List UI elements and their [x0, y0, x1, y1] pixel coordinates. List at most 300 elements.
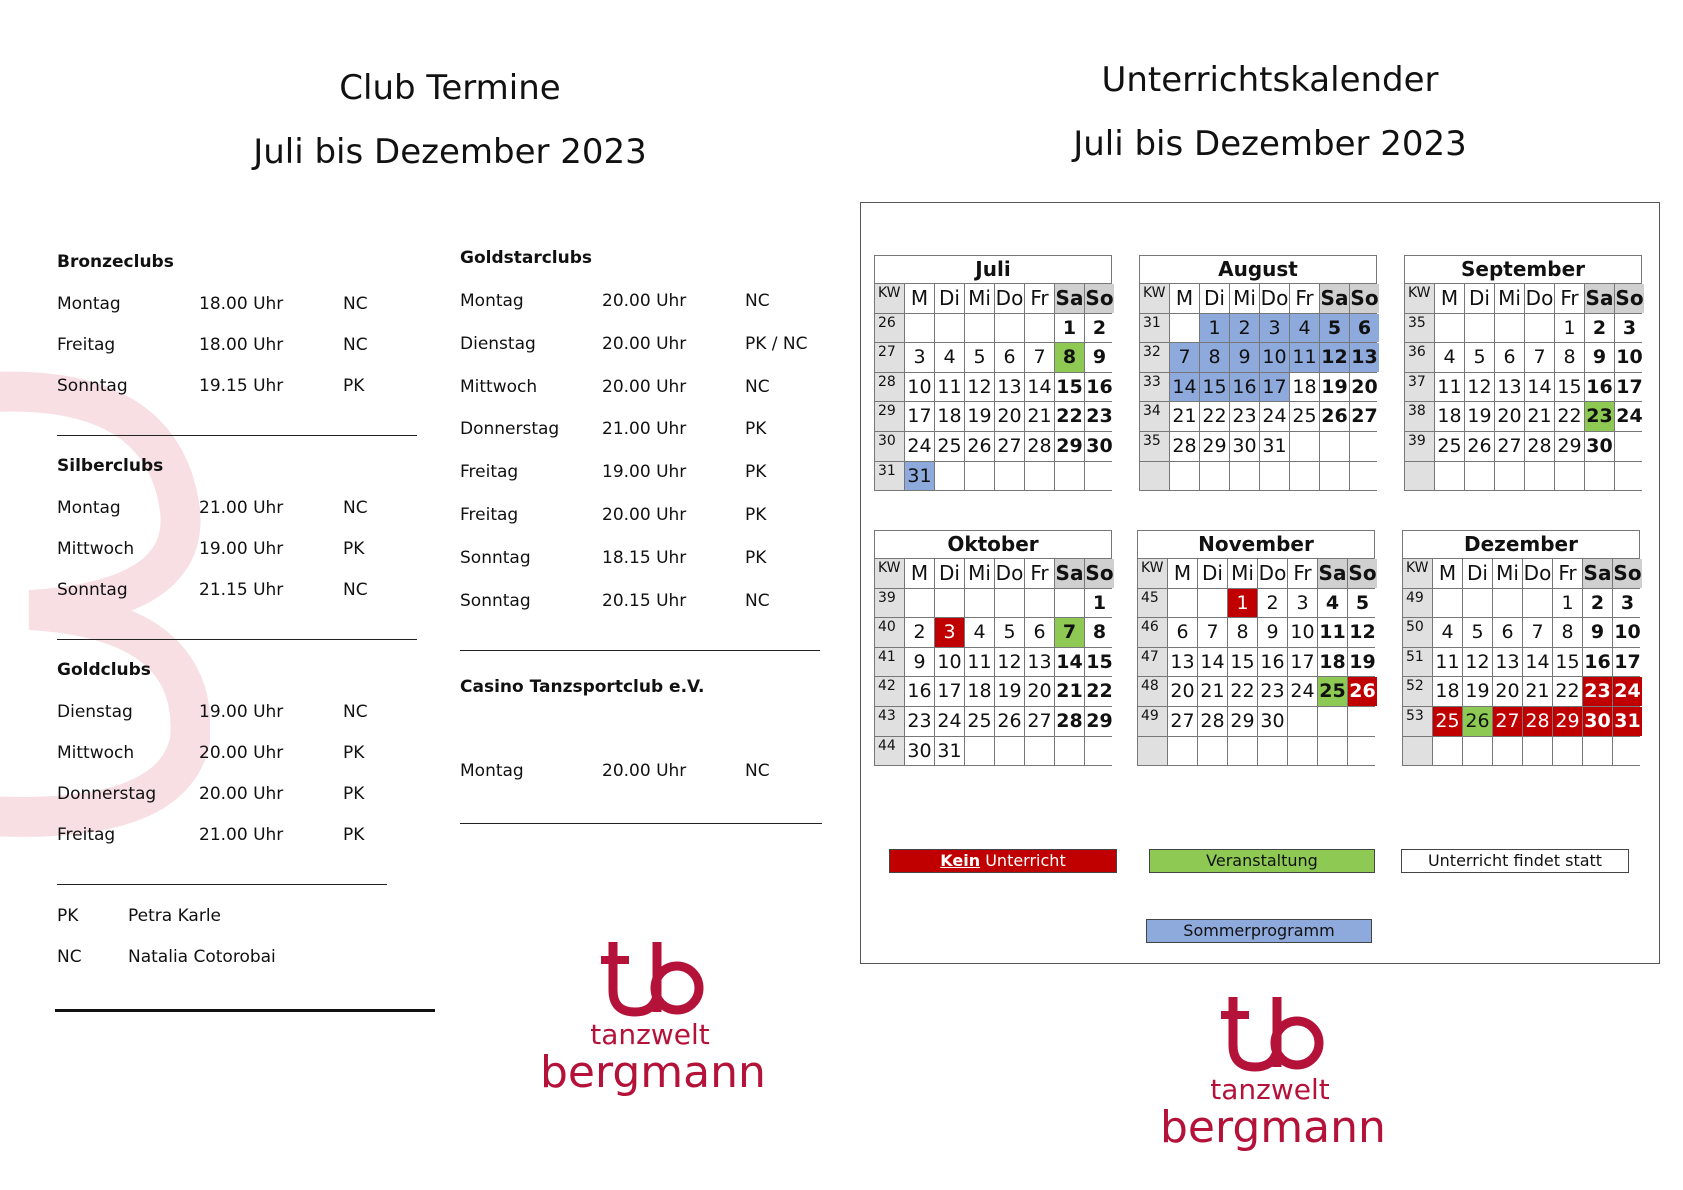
legend-kein-rest: Unterricht	[980, 851, 1066, 870]
divider	[460, 823, 822, 824]
week-number: 43	[875, 707, 904, 736]
legend-kein-unterricht	[889, 849, 1117, 873]
day-cell: 23	[1230, 402, 1259, 431]
logo-line2: bergmann	[1160, 1102, 1386, 1153]
day-header: Sa	[1055, 284, 1084, 313]
day-cell: 18	[1318, 648, 1347, 677]
kw-header: KW	[1138, 559, 1167, 588]
trainer: PK	[745, 419, 767, 439]
day-cell: 5	[965, 343, 994, 372]
tb-logo-icon	[595, 938, 705, 1020]
week-number: 45	[1138, 589, 1167, 618]
week-number: 38	[1405, 402, 1434, 431]
day-cell: 13	[1168, 648, 1197, 677]
day-cell: 20	[1350, 373, 1379, 402]
day-cell: 18	[935, 402, 964, 431]
day-cell: 7	[1525, 343, 1554, 372]
day-cell: 3	[1613, 589, 1642, 618]
day-cell: 27	[1350, 402, 1379, 431]
day-cell: 21	[1055, 677, 1084, 706]
day-cell: 28	[1523, 707, 1552, 736]
day-cell: 14	[1525, 373, 1554, 402]
month-grid	[1139, 283, 1377, 491]
day-cell: 4	[1435, 343, 1464, 372]
day-cell: 7	[1523, 618, 1552, 647]
day-cell: 14	[1170, 373, 1199, 402]
month-oktober	[874, 530, 1112, 766]
time: 20.00 Uhr	[199, 743, 284, 763]
day-cell: 15	[1055, 373, 1084, 402]
day-header: So	[1350, 284, 1379, 313]
day-cell: 30	[1583, 707, 1612, 736]
day-cell: 1	[1055, 314, 1084, 343]
day: Sonntag	[460, 548, 531, 568]
week-number: 44	[875, 737, 904, 766]
week-number: 32	[1140, 343, 1169, 372]
day-cell: 11	[1318, 618, 1347, 647]
day-cell: 3	[905, 343, 934, 372]
day-cell	[1493, 737, 1522, 766]
day-header: Do	[995, 284, 1024, 313]
tanzwelt-logo-right	[1160, 993, 1386, 1153]
day-cell	[995, 589, 1024, 618]
legend-sommerprogramm: Sommerprogramm	[1146, 919, 1372, 943]
week-number: 29	[875, 402, 904, 431]
day-cell: 29	[1553, 707, 1582, 736]
day-cell: 27	[1495, 432, 1524, 461]
day-cell: 5	[1463, 618, 1492, 647]
day-cell	[995, 314, 1024, 343]
day-cell: 23	[1258, 677, 1287, 706]
day-header: M	[1168, 559, 1197, 588]
day-cell	[995, 737, 1024, 766]
day-cell: 24	[1613, 677, 1642, 706]
day-cell: 25	[935, 432, 964, 461]
day-cell: 11	[1433, 648, 1462, 677]
day-header: Do	[1258, 559, 1287, 588]
day-cell	[1555, 462, 1584, 491]
day-cell	[965, 737, 994, 766]
day-cell: 27	[995, 432, 1024, 461]
section-heading: Bronzeclubs	[57, 252, 174, 272]
day-header: Fr	[1025, 559, 1054, 588]
divider	[460, 650, 820, 651]
day-cell: 1	[1200, 314, 1229, 343]
day-cell: 13	[1025, 648, 1054, 677]
day-cell: 2	[1230, 314, 1259, 343]
time: 20.00 Uhr	[602, 761, 687, 781]
month-juli	[874, 255, 1112, 491]
week-number: 42	[875, 677, 904, 706]
day-cell: 25	[1290, 402, 1319, 431]
day-cell: 15	[1200, 373, 1229, 402]
trainer: PK	[745, 462, 767, 482]
day-cell: 6	[1493, 618, 1522, 647]
trainer-code: PK	[57, 906, 79, 926]
day-cell	[1168, 737, 1197, 766]
logo-line1: tanzwelt	[1210, 1073, 1330, 1106]
day-header: Fr	[1553, 559, 1582, 588]
day-cell: 17	[935, 677, 964, 706]
day-cell: 31	[905, 462, 934, 491]
day-cell: 11	[1290, 343, 1319, 372]
day-cell: 8	[1555, 343, 1584, 372]
day-cell: 3	[1288, 589, 1317, 618]
time: 21.00 Uhr	[199, 498, 284, 518]
month-title: Dezember	[1402, 530, 1640, 558]
day: Sonntag	[57, 580, 128, 600]
day-cell: 10	[1288, 618, 1317, 647]
day: Montag	[460, 291, 524, 311]
day-cell: 30	[1085, 432, 1114, 461]
day-cell: 2	[1258, 589, 1287, 618]
day-cell	[1168, 589, 1197, 618]
day-cell	[1465, 462, 1494, 491]
day-cell	[935, 462, 964, 491]
week-number: 37	[1405, 373, 1434, 402]
day-header: Fr	[1288, 559, 1317, 588]
club-termine-subtitle: Juli bis Dezember 2023	[253, 132, 647, 172]
day-header: Mi	[1228, 559, 1257, 588]
day-cell: 14	[1523, 648, 1552, 677]
trainer: PK	[343, 784, 365, 804]
day: Freitag	[57, 335, 116, 355]
day-cell: 16	[1258, 648, 1287, 677]
day-cell: 23	[905, 707, 934, 736]
day-cell: 8	[1228, 618, 1257, 647]
week-number: 36	[1405, 343, 1434, 372]
trainer: NC	[745, 591, 770, 611]
day-cell	[1495, 314, 1524, 343]
day-cell: 24	[905, 432, 934, 461]
day-cell: 15	[1555, 373, 1584, 402]
trainer: NC	[745, 761, 770, 781]
day-cell: 26	[995, 707, 1024, 736]
day-header: Fr	[1025, 284, 1054, 313]
kw-header: KW	[1405, 284, 1434, 313]
week-number: 33	[1140, 373, 1169, 402]
day-cell: 9	[1230, 343, 1259, 372]
day-cell: 16	[1585, 373, 1614, 402]
day-cell: 20	[1025, 677, 1054, 706]
day-cell: 5	[995, 618, 1024, 647]
day-header: Di	[1200, 284, 1229, 313]
day-cell: 12	[1463, 648, 1492, 677]
day-cell: 17	[1288, 648, 1317, 677]
day-cell	[1433, 589, 1462, 618]
week-number: 46	[1138, 618, 1167, 647]
trainer: PK	[745, 505, 767, 525]
day-cell	[965, 314, 994, 343]
time: 19.15 Uhr	[199, 376, 284, 396]
day-cell	[1350, 432, 1379, 461]
day-cell	[1055, 589, 1084, 618]
day-cell: 18	[965, 677, 994, 706]
day-header: So	[1615, 284, 1644, 313]
day-cell: 26	[965, 432, 994, 461]
day-cell	[1025, 737, 1054, 766]
kw-header: KW	[1140, 284, 1169, 313]
month-title: August	[1139, 255, 1377, 283]
day-cell	[1055, 462, 1084, 491]
day-cell: 17	[1615, 373, 1644, 402]
week-number: 34	[1140, 402, 1169, 431]
day-cell: 30	[1258, 707, 1287, 736]
day-cell	[935, 314, 964, 343]
time: 19.00 Uhr	[199, 702, 284, 722]
day-cell	[1170, 462, 1199, 491]
day-cell: 22	[1200, 402, 1229, 431]
day-cell: 22	[1553, 677, 1582, 706]
week-number	[1140, 462, 1169, 491]
day-cell: 30	[1585, 432, 1614, 461]
day-cell	[1583, 737, 1612, 766]
legend-kein-strong: Kein	[940, 851, 981, 870]
tanzwelt-logo	[540, 938, 766, 1098]
day: Mittwoch	[460, 377, 538, 397]
day-cell: 13	[1495, 373, 1524, 402]
day-cell: 30	[905, 737, 934, 766]
day-cell: 27	[1168, 707, 1197, 736]
day-header: Sa	[1055, 559, 1084, 588]
day-cell: 8	[1055, 343, 1084, 372]
day-cell	[935, 589, 964, 618]
trainer: NC	[745, 291, 770, 311]
month-august	[1139, 255, 1377, 491]
day-header: Do	[995, 559, 1024, 588]
day-header: Do	[1523, 559, 1552, 588]
time: 20.00 Uhr	[602, 334, 687, 354]
day-cell: 29	[1085, 707, 1114, 736]
time: 19.00 Uhr	[199, 539, 284, 559]
time: 18.15 Uhr	[602, 548, 687, 568]
day-cell: 27	[1025, 707, 1054, 736]
week-number: 35	[1140, 432, 1169, 461]
day-cell: 15	[1085, 648, 1114, 677]
day-cell: 10	[1260, 343, 1289, 372]
day-cell: 24	[1260, 402, 1289, 431]
month-dezember	[1402, 530, 1640, 766]
day-header: Mi	[1230, 284, 1259, 313]
kw-header: KW	[875, 559, 904, 588]
day-cell: 26	[1320, 402, 1349, 431]
divider	[57, 435, 417, 436]
day-cell	[1025, 314, 1054, 343]
time: 20.00 Uhr	[602, 291, 687, 311]
week-number: 51	[1403, 648, 1432, 677]
day-cell: 22	[1228, 677, 1257, 706]
day-cell	[1290, 432, 1319, 461]
day-cell: 25	[1435, 432, 1464, 461]
day-header: Mi	[965, 284, 994, 313]
day-cell: 18	[1433, 677, 1462, 706]
day-cell	[1348, 737, 1377, 766]
day-cell: 24	[1615, 402, 1644, 431]
day-cell: 29	[1555, 432, 1584, 461]
day-cell: 15	[1228, 648, 1257, 677]
time: 18.00 Uhr	[199, 294, 284, 314]
day-cell: 16	[1583, 648, 1612, 677]
trainer: PK	[343, 743, 365, 763]
week-number: 52	[1403, 677, 1432, 706]
trainer: NC	[343, 498, 368, 518]
day-header: Mi	[1493, 559, 1522, 588]
week-number	[1403, 737, 1432, 766]
day-cell: 31	[1260, 432, 1289, 461]
day-cell	[1228, 737, 1257, 766]
day: Mittwoch	[57, 743, 135, 763]
day-cell: 11	[1435, 373, 1464, 402]
day-cell	[1615, 432, 1644, 461]
day-header: So	[1348, 559, 1377, 588]
day-cell: 2	[1583, 589, 1612, 618]
trainer: NC	[343, 580, 368, 600]
day-cell	[1435, 462, 1464, 491]
week-number	[1405, 462, 1434, 491]
day-cell: 23	[1585, 402, 1614, 431]
day-cell: 18	[1290, 373, 1319, 402]
club-termine-title: Club Termine	[339, 68, 561, 108]
day: Freitag	[460, 462, 519, 482]
week-number: 47	[1138, 648, 1167, 677]
trainer: NC	[343, 294, 368, 314]
day-cell: 18	[1435, 402, 1464, 431]
day-cell: 10	[905, 373, 934, 402]
week-number: 31	[875, 462, 904, 491]
day: Montag	[57, 498, 121, 518]
section-heading: Goldclubs	[57, 660, 151, 680]
day-cell: 19	[1465, 402, 1494, 431]
day-cell	[1288, 737, 1317, 766]
day-cell: 25	[965, 707, 994, 736]
day-cell	[1523, 737, 1552, 766]
day-cell: 6	[1350, 314, 1379, 343]
day-cell: 26	[1463, 707, 1492, 736]
week-number: 35	[1405, 314, 1434, 343]
day-cell: 16	[1230, 373, 1259, 402]
day-cell: 23	[1583, 677, 1612, 706]
day-cell: 19	[1463, 677, 1492, 706]
day-cell: 9	[1258, 618, 1287, 647]
day-header: Fr	[1555, 284, 1584, 313]
day-cell	[1320, 432, 1349, 461]
day-cell: 2	[1085, 314, 1114, 343]
day-cell	[1025, 462, 1054, 491]
day-cell: 25	[1433, 707, 1462, 736]
day-header: M	[1170, 284, 1199, 313]
day-cell: 3	[935, 618, 964, 647]
day-cell: 13	[995, 373, 1024, 402]
trainer: PK	[343, 825, 365, 845]
day-cell	[1465, 314, 1494, 343]
day-cell: 22	[1555, 402, 1584, 431]
day-cell: 7	[1025, 343, 1054, 372]
week-number: 41	[875, 648, 904, 677]
schedule-left-column	[57, 0, 437, 1190]
day-cell: 4	[1318, 589, 1347, 618]
day-cell: 5	[1348, 589, 1377, 618]
day-cell	[1055, 737, 1084, 766]
section-heading: Goldstarclubs	[460, 248, 593, 268]
day-cell: 14	[1025, 373, 1054, 402]
day-cell	[1290, 462, 1319, 491]
day-cell: 1	[1085, 589, 1114, 618]
day-cell: 12	[1465, 373, 1494, 402]
logo-line1: tanzwelt	[590, 1018, 710, 1051]
day-cell: 19	[1320, 373, 1349, 402]
month-title: Oktober	[874, 530, 1112, 558]
day-cell: 9	[1585, 343, 1614, 372]
day-cell: 1	[1555, 314, 1584, 343]
day-cell: 17	[905, 402, 934, 431]
divider	[57, 639, 417, 640]
trainer: PK	[343, 539, 365, 559]
day-header: Sa	[1585, 284, 1614, 313]
trainer: PK / NC	[745, 334, 808, 354]
day-cell: 20	[1493, 677, 1522, 706]
day-cell: 8	[1200, 343, 1229, 372]
day-cell: 28	[1055, 707, 1084, 736]
time: 21.15 Uhr	[199, 580, 284, 600]
time: 20.00 Uhr	[602, 505, 687, 525]
week-number: 39	[875, 589, 904, 618]
day: Dienstag	[57, 702, 133, 722]
day-cell	[1198, 589, 1227, 618]
day-cell	[1200, 462, 1229, 491]
month-grid	[874, 558, 1112, 766]
day-cell: 6	[1025, 618, 1054, 647]
day-cell: 7	[1055, 618, 1084, 647]
day-cell: 19	[965, 402, 994, 431]
week-number: 53	[1403, 707, 1432, 736]
day-cell: 9	[1085, 343, 1114, 372]
time: 20.00 Uhr	[602, 377, 687, 397]
day-cell: 21	[1198, 677, 1227, 706]
day-cell	[1348, 707, 1377, 736]
day-cell	[1350, 462, 1379, 491]
day-cell	[1085, 737, 1114, 766]
day-header: M	[905, 284, 934, 313]
week-number: 27	[875, 343, 904, 372]
day-cell: 24	[935, 707, 964, 736]
day-header: M	[1433, 559, 1462, 588]
legend-unterricht-findet-statt: Unterricht findet statt	[1401, 849, 1629, 873]
month-grid	[874, 283, 1112, 491]
day-cell: 1	[1228, 589, 1257, 618]
month-september	[1404, 255, 1642, 491]
trainer: PK	[745, 548, 767, 568]
day-cell	[1288, 707, 1317, 736]
day-cell: 10	[935, 648, 964, 677]
day-cell: 3	[1615, 314, 1644, 343]
day-header: Sa	[1318, 559, 1347, 588]
day-cell: 9	[1583, 618, 1612, 647]
day: Mittwoch	[57, 539, 135, 559]
day-cell: 26	[1348, 677, 1377, 706]
day-cell: 12	[995, 648, 1024, 677]
day-header: M	[905, 559, 934, 588]
time: 20.15 Uhr	[602, 591, 687, 611]
day-cell	[1320, 462, 1349, 491]
day-cell	[1525, 314, 1554, 343]
day-cell	[1025, 589, 1054, 618]
month-title: September	[1404, 255, 1642, 283]
day-cell: 12	[1320, 343, 1349, 372]
month-grid	[1404, 283, 1642, 491]
section-heading: Silberclubs	[57, 456, 164, 476]
day-cell	[965, 462, 994, 491]
day-cell: 6	[995, 343, 1024, 372]
